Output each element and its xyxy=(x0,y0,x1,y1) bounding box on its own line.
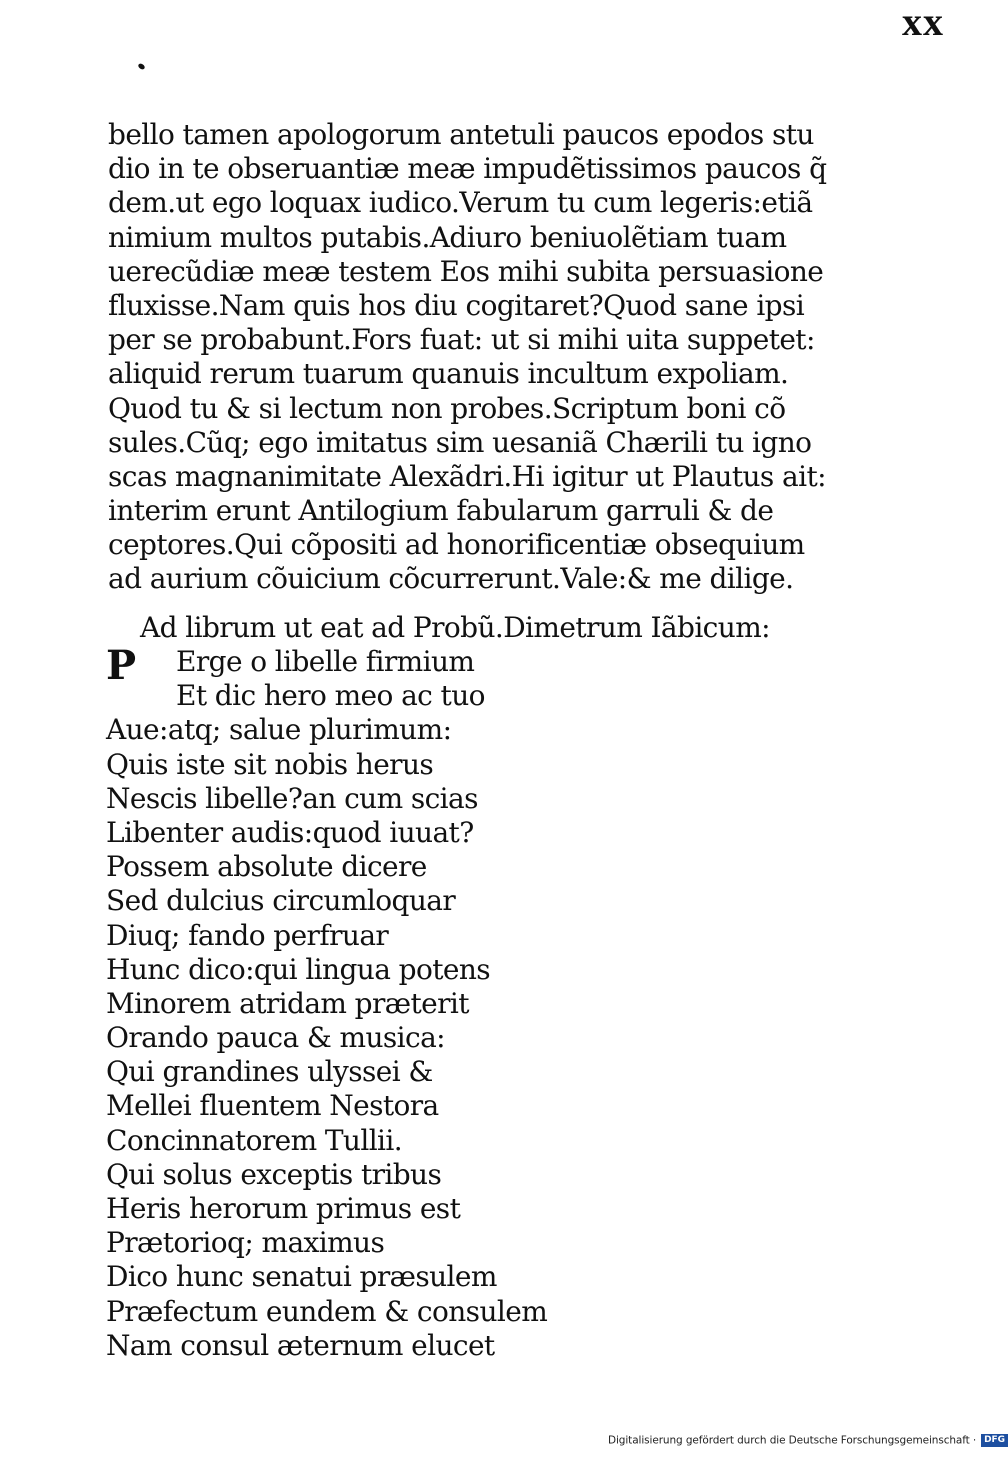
prose-line: ad aurium cõuicium cõcurrerunt.Vale:& me dilige. xyxy=(108,562,794,596)
prose-line: fluxisse.Nam quis hos diu cogitaret?Quod sane ipsi xyxy=(108,288,805,322)
verse-line: Quis iste sit nobis herus xyxy=(106,747,434,781)
verse-line: Erge o libelle firmium xyxy=(176,645,475,678)
prose-line: scas magnanimitate Alexãdri.Hi igitur ut Plautus ait: xyxy=(108,459,826,493)
prose-block xyxy=(108,118,827,597)
prose-line: sules.Cũq; ego imitatus sim uesaniã Chærili tu igno xyxy=(108,425,812,459)
verse-line: Libenter audis:quod iuuat? xyxy=(106,815,474,849)
verse-line: Prætorioq; maximus xyxy=(106,1226,385,1260)
prose-line: bello tamen apologorum antetuli paucos epodos stu xyxy=(108,118,814,151)
verse-line: Qui solus exceptis tribus xyxy=(106,1157,442,1191)
verse-line: Præfectum eundem & consulem xyxy=(106,1294,548,1328)
dfg-logo: DFG xyxy=(981,1434,1008,1447)
poem-heading: Ad librum ut eat ad Probũ.Dimetrum Iãbicum: xyxy=(140,611,770,644)
verse-line: Nam consul æternum elucet xyxy=(106,1328,495,1362)
prose-line: ceptores.Qui cõpositi ad honorificentiæ obsequium xyxy=(108,528,805,562)
prose-line: dio in te obseruantiæ meæ impudẽtissimos paucos q̃ xyxy=(108,152,827,186)
prose-line: aliquid rerum tuarum quanuis incultum expoliam. xyxy=(108,357,789,391)
verse-line: Aue:atq; salue plurimum: xyxy=(106,713,452,747)
drop-initial: P xyxy=(106,642,137,689)
verse-line: Orando pauca & musica: xyxy=(106,1021,446,1055)
prose-line: Quod tu & si lectum non probes.Scriptum boni cõ xyxy=(108,391,786,425)
digitization-credit xyxy=(608,1434,1008,1447)
ink-speck xyxy=(137,62,146,70)
verse-line: Qui grandines ulyssei & xyxy=(106,1055,433,1089)
folio-number: xx xyxy=(902,0,944,44)
verse-line: Heris herorum primus est xyxy=(106,1192,461,1225)
verse-line: Et dic hero meo ac tuo xyxy=(176,679,485,713)
verse-line: Possem absolute dicere xyxy=(106,850,427,884)
verse-line: Sed dulcius circumloquar xyxy=(106,884,456,918)
verse-block xyxy=(106,642,626,1363)
verse-line: Dico hunc senatui præsulem xyxy=(106,1260,497,1294)
prose-line: per se probabunt.Fors fuat: ut si mihi uita suppetet: xyxy=(108,323,815,357)
prose-line: dem.ut ego loquax iudico.Verum tu cum legeris:etiã xyxy=(108,186,813,220)
credit-text: Digitalisierung gefördert durch die Deutsche Forschungsgemeinschaft · xyxy=(608,1434,977,1447)
verse-line: Concinnatorem Tullii. xyxy=(106,1123,403,1157)
verse-line: Mellei fluentem Nestora xyxy=(106,1089,439,1123)
prose-line: interim erunt Antilogium fabularum garruli & de xyxy=(108,494,774,528)
prose-line: uerecũdiæ meæ testem Eos mihi subita persuasione xyxy=(108,254,824,288)
verse-line: Diuq; fando perfruar xyxy=(106,918,389,952)
verse-line: Nescis libelle?an cum scias xyxy=(106,781,478,815)
verse-line: Hunc dico:qui lingua potens xyxy=(106,952,491,986)
prose-line: nimium multos putabis.Adiuro beniuolẽtiam tuam xyxy=(108,220,787,254)
verse-line: Minorem atridam præterit xyxy=(106,986,469,1020)
